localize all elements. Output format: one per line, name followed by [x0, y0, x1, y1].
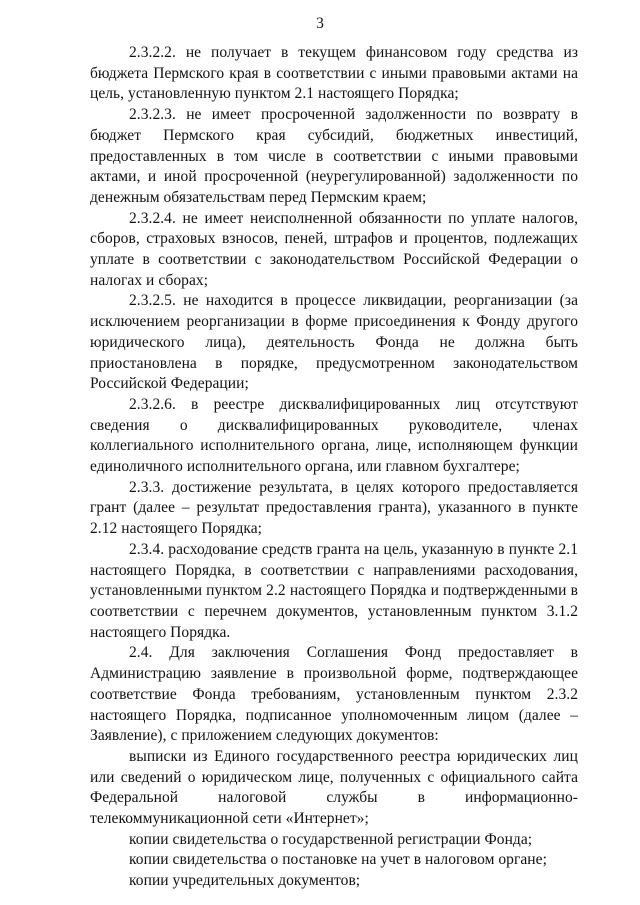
clause-2-3-3: 2.3.3. достижение результата, в целях которого предоставляется грант (далее – результат предоставления гранта), указанного в пункте 2.12 настоящего Порядка; — [90, 478, 578, 538]
document-list-item-registration: копии свидетельства о государственной регистрации Фонда; — [129, 830, 533, 848]
clause-2-3-2-4: 2.3.2.4. не имеет неисполненной обязанности по уплате налогов, сборов, страховых взносов, пеней, штрафов и процентов, подлежащих уплате в соответствии с законодательством Российской Федерации о налогах и сборах; — [90, 209, 578, 289]
page-number: 3 — [316, 15, 324, 32]
document-list-item-charter: копии учредительных документов; — [129, 872, 361, 890]
document-body — [90, 43, 578, 892]
clause-2-3-2-3: 2.3.2.3. не имеет просроченной задолженности по возврату в бюджет Пермского края субсидий, бюджетных инвестиций, предоставленных в том числе в соответствии с иными правовыми актами, и иной просроченной (неурегулированной) задолженности по денежным обязательствам перед Пермским краем; — [90, 106, 578, 206]
clause-2-3-2-6: 2.3.2.6. в реестре дисквалифицированных лиц отсутствуют сведения о дисквалифицированных руководителе, членах коллегиального исполнительного органа, лице, исполняющем функции единоличного исполнительного органа, или главном бухгалтере; — [90, 395, 578, 476]
document-list-item-tax: копии свидетельства о постановке на учет в налоговом органе; — [129, 851, 547, 869]
clause-2-3-4: 2.3.4. расходование средств гранта на цель, указанную в пункте 2.1 настоящего Порядка, в соответствии с направлениями расходования, установленными пунктом 2.2 настоящего Порядка и подтвержденными в соответствии с перечнем документов, установленным пунктом 3.1.2 настоящего Порядка. — [90, 540, 578, 641]
clause-2-3-2-5: 2.3.2.5. не находится в процессе ликвидации, реорганизации (за исключением реорганизации в форме присоединения к Фонду другого юридического лица), деятельность Фонда не должна быть приостановлена в порядке, предусмотренном законодательством Российской Федерации; — [90, 292, 578, 393]
document-list-item-egrul: выписки из Единого государственного реестра юридических лиц или сведений о юридическом лице, полученных с официального сайта Федеральной налоговой службы в информационно-телекоммуникационной сети «Интернет»; — [90, 747, 578, 828]
clause-2-4: 2.4. Для заключения Соглашения Фонд предоставляет в Администрацию заявление в произвольной форме, подтверждающее соответствие Фонда требованиям, установленным пунктом 2.3.2 настоящего Порядка, подписанное уполномоченным лицом (далее – Заявление), с приложением следующих документов: — [90, 644, 578, 745]
clause-2-3-2-2: 2.3.2.2. не получает в текущем финансовом году средства из бюджета Пермского края в соответствии с иными правовыми актами на цель, установленную пунктом 2.1 настоящего Порядка; — [90, 44, 578, 103]
